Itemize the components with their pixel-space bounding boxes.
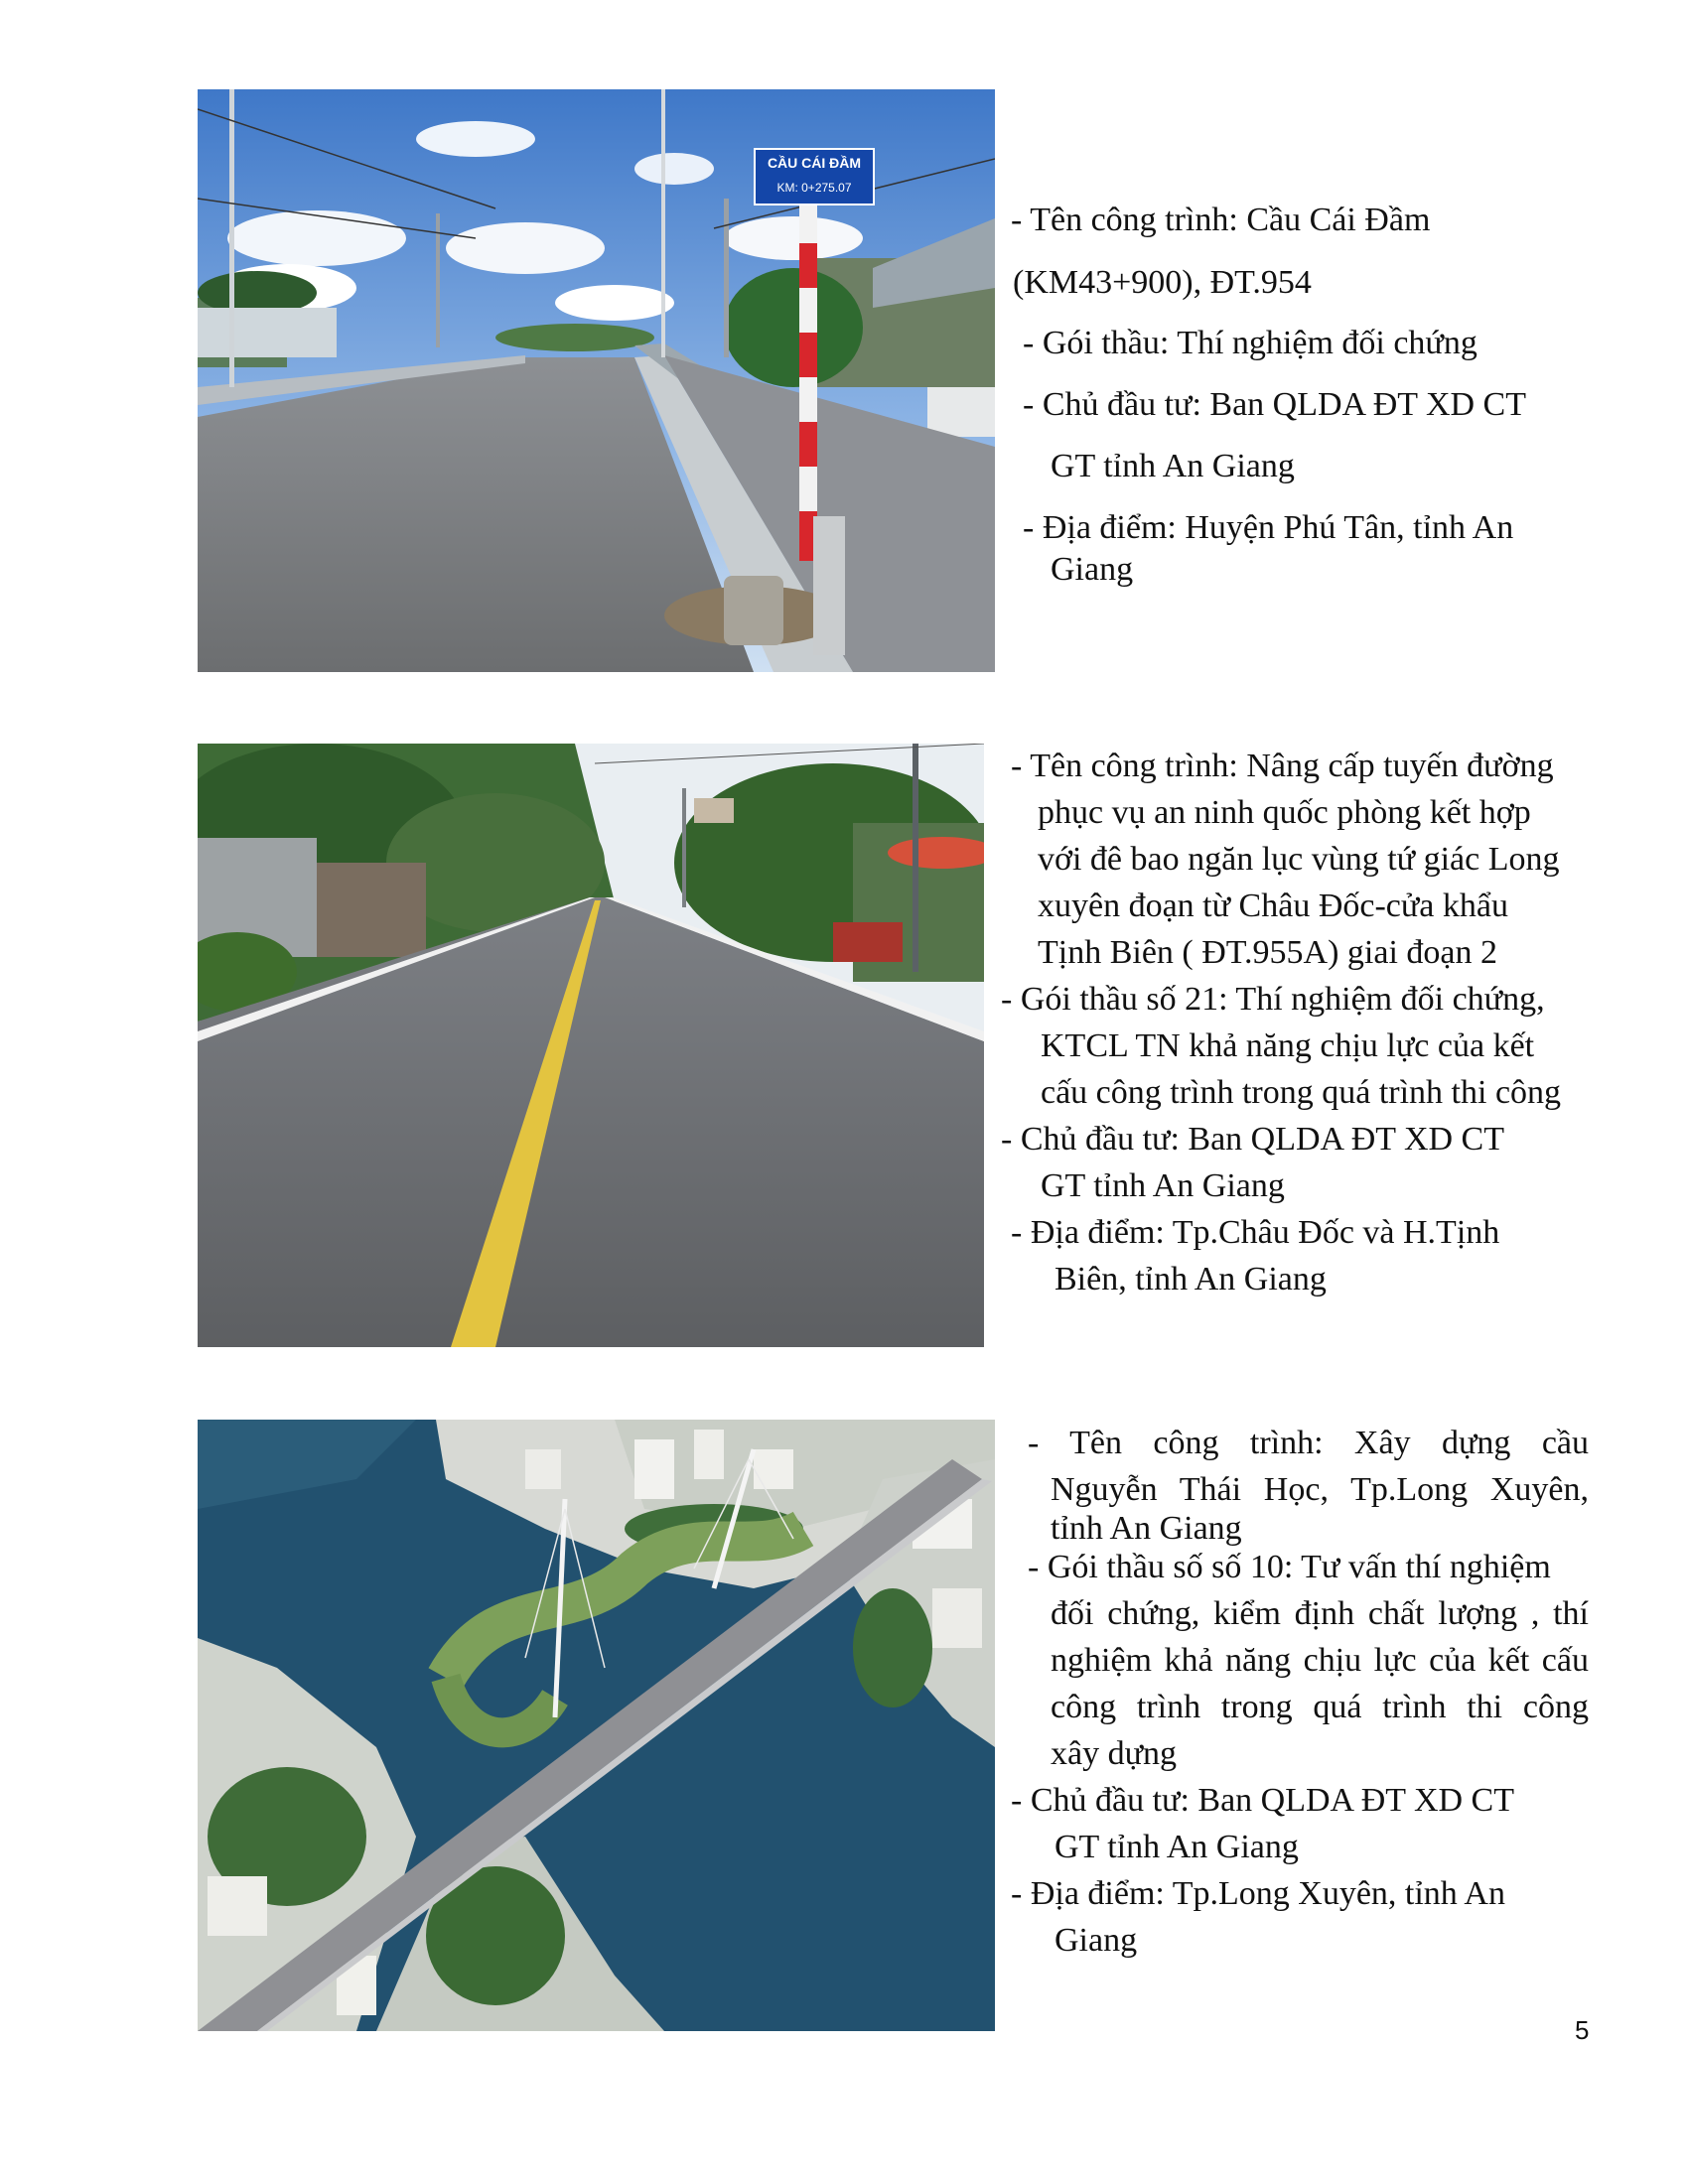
project-3-investor-cont: GT tỉnh An Giang (1055, 1829, 1299, 1865)
project-3-location: - Địa điểm: Tp.Long Xuyên, tỉnh An (1011, 1875, 1505, 1912)
project-2-name-cont-4: Tịnh Biên ( ĐT.955A) giai đoạn 2 (1038, 934, 1498, 971)
project-3-name-cont-1: Nguyễn Thái Học, Tp.Long Xuyên, (1051, 1471, 1589, 1508)
project-1-location-cont: Giang (1051, 551, 1134, 588)
project-2-package-cont-1: KTCL TN khả năng chịu lực của kết (1041, 1027, 1535, 1064)
project-2-package-cont-2: cấu công trình trong quá trình thi công (1041, 1074, 1562, 1111)
project-2-package: - Gói thầu số 21: Thí nghiệm đối chứng, (1001, 981, 1545, 1018)
project-2-name-cont-2: với đê bao ngăn lục vùng tứ giác Long (1038, 841, 1560, 878)
project-1-name-cont: (KM43+900), ĐT.954 (1013, 264, 1312, 301)
project-3-investor: - Chủ đầu tư: Ban QLDA ĐT XD CT (1011, 1782, 1514, 1819)
project-3-package-cont-3: công trình trong quá trình thi công (1051, 1689, 1589, 1725)
project-3-package: - Gói thầu số số 10: Tư vấn thí nghiệm (1028, 1549, 1551, 1585)
project-2-location-cont: Biên, tỉnh An Giang (1055, 1261, 1327, 1297)
project-3-package-cont-1: đối chứng, kiểm định chất lượng , thí (1051, 1595, 1589, 1632)
project-1-name-line: - Tên công trình: Cầu Cái Đầm (1011, 202, 1431, 238)
project-3-package-cont-4: xây dựng (1051, 1735, 1178, 1772)
project-3-location-cont: Giang (1055, 1922, 1138, 1959)
project-2-name-line: - Tên công trình: Nâng cấp tuyến đường (1011, 748, 1554, 784)
project-1-location: - Địa điểm: Huyện Phú Tân, tỉnh An (1023, 509, 1514, 546)
project-1-investor-cont: GT tỉnh An Giang (1051, 448, 1295, 484)
project-2-name-cont-1: phục vụ an ninh quốc phòng kết hợp (1038, 794, 1531, 831)
project-1-package: - Gói thầu: Thí nghiệm đối chứng (1023, 325, 1477, 361)
project-1-investor: - Chủ đầu tư: Ban QLDA ĐT XD CT (1023, 386, 1526, 423)
sign-km: KM: 0+275.07 (776, 181, 852, 195)
project-3-name-line: - Tên công trình: Xây dựng cầu (1028, 1425, 1589, 1461)
project-3-name-cont-2: tỉnh An Giang (1051, 1510, 1242, 1547)
bridge-road-photo (198, 89, 995, 672)
project-2-name-cont-3: xuyên đoạn từ Châu Đốc-cửa khẩu (1038, 887, 1508, 924)
page-number: 5 (1575, 2015, 1590, 2045)
project-2-investor-cont: GT tỉnh An Giang (1041, 1167, 1285, 1204)
project-3-package-cont-2: nghiệm khả năng chịu lực của kết cấu (1051, 1642, 1589, 1679)
paved-road-photo (198, 744, 984, 1347)
project-2-location: - Địa điểm: Tp.Châu Đốc và H.Tịnh (1011, 1214, 1500, 1251)
project-2-investor: - Chủ đầu tư: Ban QLDA ĐT XD CT (1001, 1121, 1504, 1158)
bridge-render-photo (198, 1420, 995, 2031)
sign-title: CẦU CÁI ĐẦM (767, 155, 862, 171)
